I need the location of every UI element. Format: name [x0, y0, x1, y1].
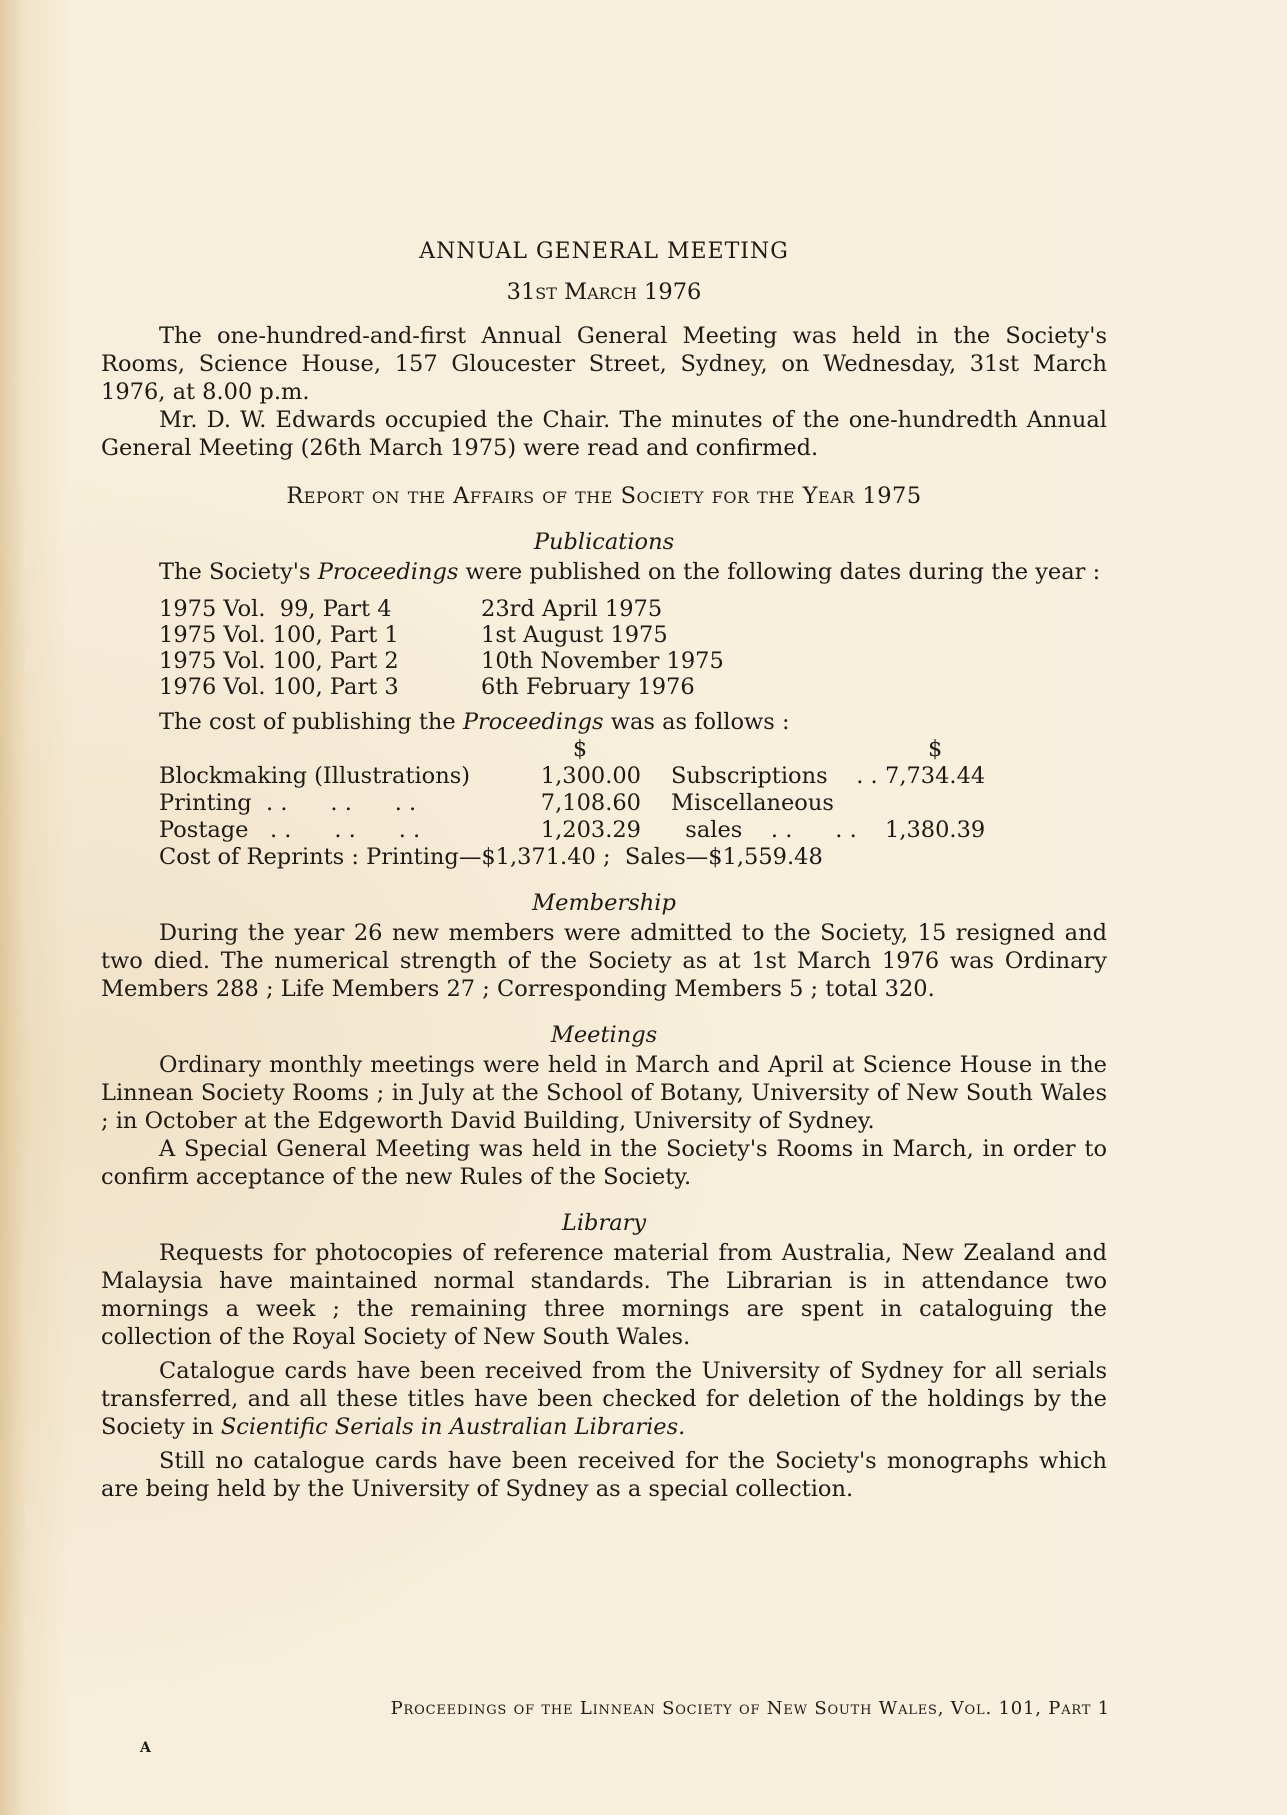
- table-row: [159, 844, 985, 871]
- income-amount: [885, 790, 985, 817]
- issue-volume: 1975 Vol. 100, Part 1: [159, 622, 399, 648]
- income-amount: 7,734.44: [885, 763, 986, 789]
- reprints-cost: Cost of Reprints : Printing—$1,371.40 ; Sales—$1,559.48: [159, 844, 823, 870]
- currency-symbol: $: [572, 736, 588, 762]
- income-label: sales . . . .: [671, 817, 857, 843]
- issue-date: 6th February 1976: [481, 674, 695, 700]
- currency-symbol: $: [927, 736, 943, 762]
- cost-intro: [101, 708, 1107, 736]
- library-paragraph-2-text: Catalogue cards have been received from the University of Sydney for all serials transferred, and all these titles have been checked for deletion of the holdings by the Society in: [101, 1358, 1107, 1440]
- meetings-heading: Meetings: [550, 1022, 658, 1048]
- library-heading: Library: [561, 1210, 647, 1236]
- cost-intro-text-end: was as follows :: [603, 709, 790, 735]
- currency-header-row: [159, 736, 985, 763]
- table-row: [159, 674, 724, 700]
- meetings-paragraph-1: Ordinary monthly meetings were held in March and April at Science House in the Linnean Society Rooms ; in July at the School of Botany, University of New South Wales ; in October at the Edgeworth David Building, University of Sydney.: [101, 1052, 1107, 1134]
- library-paragraph-3: Still no catalogue cards have been received for the Society's monographs which are being held by the University of Sydney as a special collection.: [101, 1448, 1107, 1502]
- library-paragraph-2: [101, 1357, 1107, 1441]
- publications-intro-text: The Society's: [159, 559, 318, 585]
- publications-intro-text-end: were published on the following dates during the year :: [458, 559, 1101, 585]
- publications-intro: [101, 558, 1107, 586]
- table-row: [159, 648, 724, 674]
- table-row: [159, 790, 985, 817]
- table-row: [159, 622, 724, 648]
- signature-mark: A: [140, 1740, 151, 1756]
- income-label: Miscellaneous: [671, 790, 834, 816]
- table-row: [159, 596, 724, 622]
- issue-date: 23rd April 1975: [481, 596, 663, 622]
- cost-amount: 1,300.00: [540, 763, 641, 789]
- cost-label: Postage . . . . . .: [159, 817, 421, 843]
- report-heading: Report on the Affairs of the Society for the Year 1975: [286, 483, 922, 509]
- table-row: [159, 817, 985, 844]
- issue-volume: 1976 Vol. 100, Part 3: [159, 674, 399, 700]
- publication-dates-table: [159, 596, 724, 700]
- cost-intro-text: The cost of publishing the: [159, 709, 463, 735]
- issue-date: 1st August 1975: [481, 622, 668, 648]
- income-amount: 1,380.39: [885, 817, 986, 843]
- cost-table: [159, 736, 985, 871]
- meetings-paragraph-2: A Special General Meeting was held in the Society's Rooms in March, in order to confirm acceptance of the new Rules of the Society.: [101, 1136, 1107, 1190]
- issue-volume: 1975 Vol. 100, Part 2: [159, 648, 399, 674]
- intro-paragraph-2: Mr. D. W. Edwards occupied the Chair. The minutes of the one-hundredth Annual General Meeting (26th March 1975) were read and confirmed.: [101, 407, 1107, 461]
- publications-intro-italic: Proceedings: [317, 559, 459, 585]
- income-label: Subscriptions . .: [671, 763, 878, 789]
- cost-amount: 7,108.60: [540, 790, 641, 816]
- library-paragraph-2-italic: Scientific Serials in Australian Libraries.: [220, 1414, 686, 1440]
- intro-paragraph-1: The one-hundred-and-first Annual General Meeting was held in the Society's Rooms, Science House, 157 Gloucester Street, Sydney, on Wednesday, 31st March 1976, at 8.00 p.m.: [101, 323, 1107, 405]
- cost-intro-italic: Proceedings: [462, 709, 604, 735]
- library-paragraph-1: Requests for photocopies of reference material from Australia, New Zealand and Malaysia have maintained normal standards. The Librarian is in attendance two mornings a week ; the remaining three mornings are spent in cataloguing the collection of the Royal Society of New South Wales.: [101, 1240, 1107, 1350]
- publications-heading: Publications: [533, 529, 675, 555]
- running-footer: Proceedings of the Linnean Society of New South Wales, Vol. 101, Part 1: [390, 1698, 1110, 1719]
- meeting-date: 31st March 1976: [506, 279, 702, 305]
- cost-amount: 1,203.29: [540, 817, 641, 843]
- cost-label: Blockmaking (Illustrations): [159, 763, 471, 789]
- membership-heading: Membership: [532, 890, 676, 916]
- meeting-title: ANNUAL GENERAL MEETING: [419, 239, 789, 264]
- issue-date: 10th November 1975: [481, 648, 724, 674]
- issue-volume: 1975 Vol. 99, Part 4: [159, 596, 392, 622]
- page-edge-shadow: [0, 0, 26, 1815]
- membership-paragraph: During the year 26 new members were admitted to the Society, 15 resigned and two died. The numerical strength of the Society as at 1st March 1976 was Ordinary Members 288 ; Life Members 27 ; Corresponding Members 5 ; total 320.: [101, 920, 1107, 1002]
- document-body: [101, 238, 1107, 1503]
- cost-label: Printing . . . . . .: [159, 790, 417, 816]
- table-row: [159, 763, 985, 790]
